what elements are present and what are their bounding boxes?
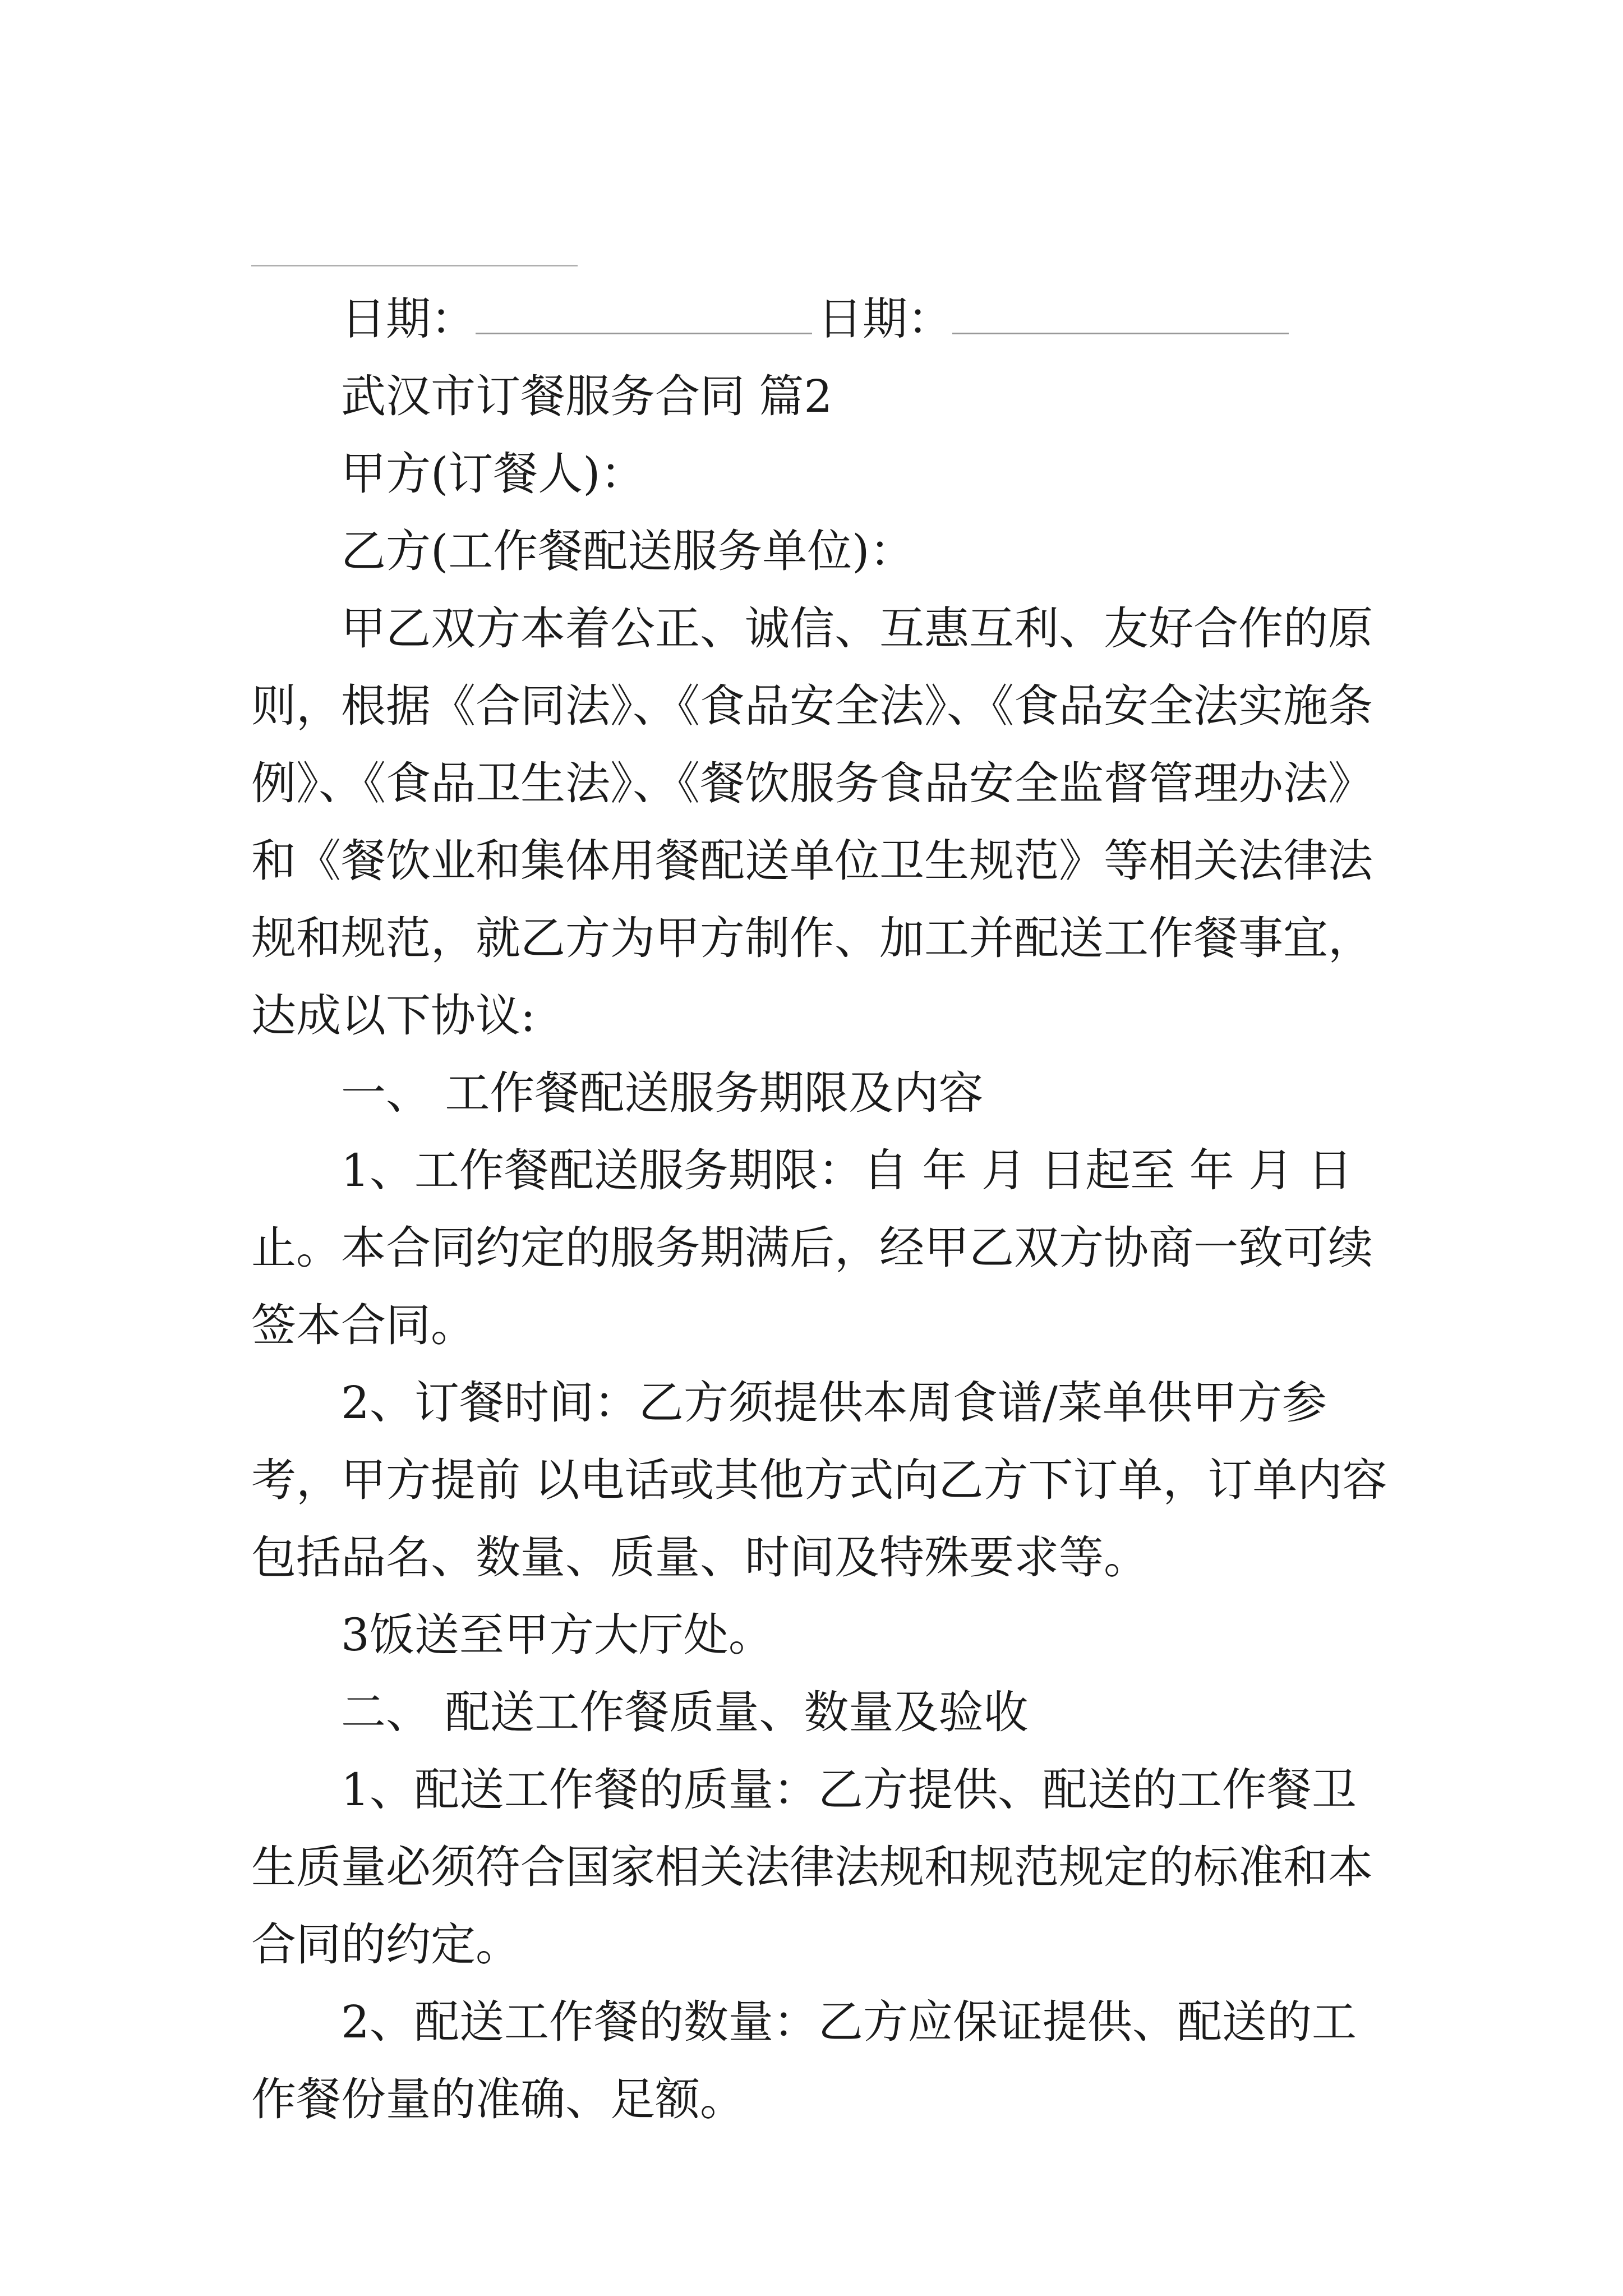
party-a-line: 甲方(订餐人)：: [341, 448, 645, 500]
date-blank-b: [952, 288, 1289, 334]
contract-title: 武汉市订餐服务合同 篇2: [341, 370, 833, 422]
document-body: [251, 280, 1395, 2138]
section-1-item-1: 1、工作餐配送服务期限：自 年 月 日起至 年 月 日止。本合同约定的服务期满后，经甲乙双方协商一致可续签本合同。: [251, 1144, 1373, 1351]
date-blank-a: [476, 288, 812, 334]
section-1-item-3: 3饭送至甲方大厅处。: [341, 1609, 773, 1661]
date-label-a: 日期：: [341, 293, 476, 345]
section-2-heading: 二、 配送工作餐质量、数量及验收: [341, 1686, 1029, 1738]
section-2-item-2: 2、配送工作餐的数量：乙方应保证提供、配送的工作餐份量的准确、足额。: [251, 1996, 1357, 2125]
top-divider: [251, 265, 578, 266]
section-2-item-1: 1、配送工作餐的质量：乙方提供、配送的工作餐卫生质量必须符合国家相关法律法规和规范规定的标准和本合同的约定。: [251, 1764, 1373, 1971]
date-label-b: 日期：: [818, 293, 952, 345]
party-b-line: 乙方(工作餐配送服务单位)：: [341, 525, 915, 577]
section-1-item-2: 2、订餐时间：乙方须提供本周食谱/菜单供甲方参考，甲方提前 以电话或其他方式向乙方下订单，订单内容包括品名、数量、质量、时间及特殊要求等。: [251, 1377, 1387, 1584]
signature-date-row: [251, 280, 1395, 358]
preamble-paragraph: 甲乙双方本着公正、诚信、互惠互利、友好合作的原则，根据《合同法》、《食品安全法》、《食品安全法实施条例》、《食品卫生法》、《餐饮服务食品安全监督管理办法》和《餐饮业和集体用餐配送单位卫生规范》等相关法律法规和规范，就乙方为甲方制作、加工并配送工作餐事宜，达成以下协议:: [251, 602, 1373, 1042]
section-1-heading: 一、 工作餐配送服务期限及内容: [341, 1067, 984, 1119]
